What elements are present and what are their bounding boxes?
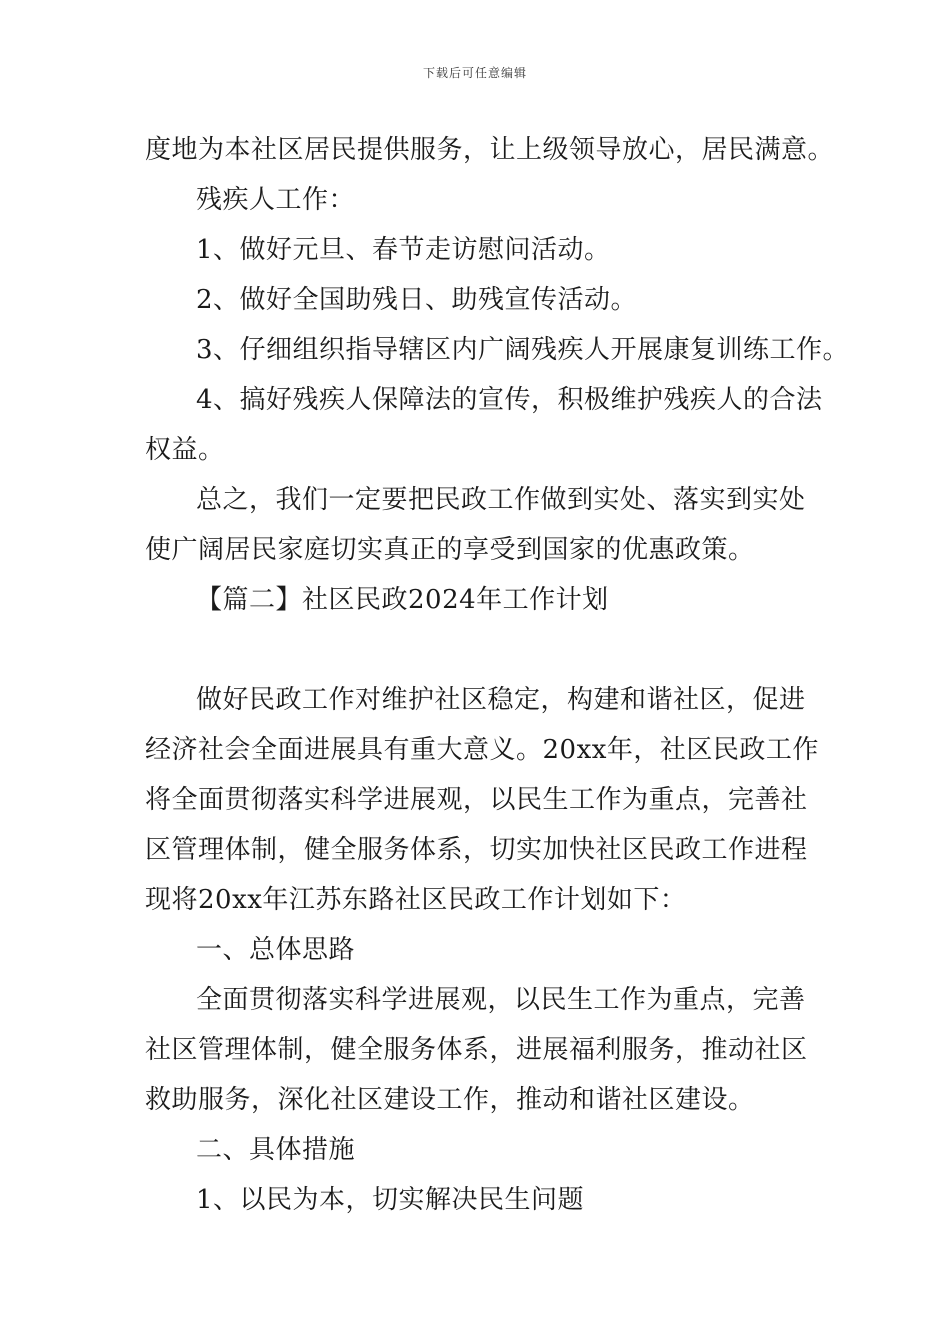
text-line: 经济社会全面进展具有重大意义。20xx年，社区民政工作 <box>145 735 819 765</box>
text-line: 权益。 <box>145 435 225 465</box>
subsection-heading: 二、具体措施 <box>196 1135 356 1165</box>
list-item: 2、做好全国助残日、助残宣传活动。 <box>196 285 638 315</box>
section-title: 【篇二】社区民政2024年工作计划 <box>196 585 609 615</box>
list-item: 1、做好元旦、春节走访慰问活动。 <box>196 235 611 265</box>
text-line: 使广阔居民家庭切实真正的享受到国家的优惠政策。 <box>145 535 755 565</box>
text-line: 社区管理体制，健全服务体系，进展福利服务，推动社区 <box>145 1035 808 1065</box>
text-line: 区管理体制，健全服务体系，切实加快社区民政工作进程 <box>145 835 808 865</box>
text-line: 残疾人工作： <box>196 185 356 215</box>
text-line: 现将20xx年江苏东路社区民政工作计划如下： <box>145 885 687 915</box>
text-line: 总之，我们一定要把民政工作做到实处、落实到实处 <box>196 485 806 515</box>
text-line: 全面贯彻落实科学进展观，以民生工作为重点，完善 <box>196 985 806 1015</box>
list-item: 3、仔细组织指导辖区内广阔残疾人开展康复训练工作。 <box>196 335 850 365</box>
text-line: 将全面贯彻落实科学进展观，以民生工作为重点，完善社 <box>145 785 808 815</box>
text-line: 度地为本社区居民提供服务，让上级领导放心，居民满意。 <box>145 135 835 165</box>
page-header: 下载后可任意编辑 <box>422 66 527 80</box>
list-item: 4、搞好残疾人保障法的宣传，积极维护残疾人的合法 <box>196 385 823 415</box>
list-item: 1、以民为本，切实解决民生问题 <box>196 1185 585 1215</box>
text-line: 做好民政工作对维护社区稳定，构建和谐社区，促进 <box>196 685 806 715</box>
text-line: 救助服务，深化社区建设工作，推动和谐社区建设。 <box>145 1085 755 1115</box>
subsection-heading: 一、总体思路 <box>196 935 356 965</box>
